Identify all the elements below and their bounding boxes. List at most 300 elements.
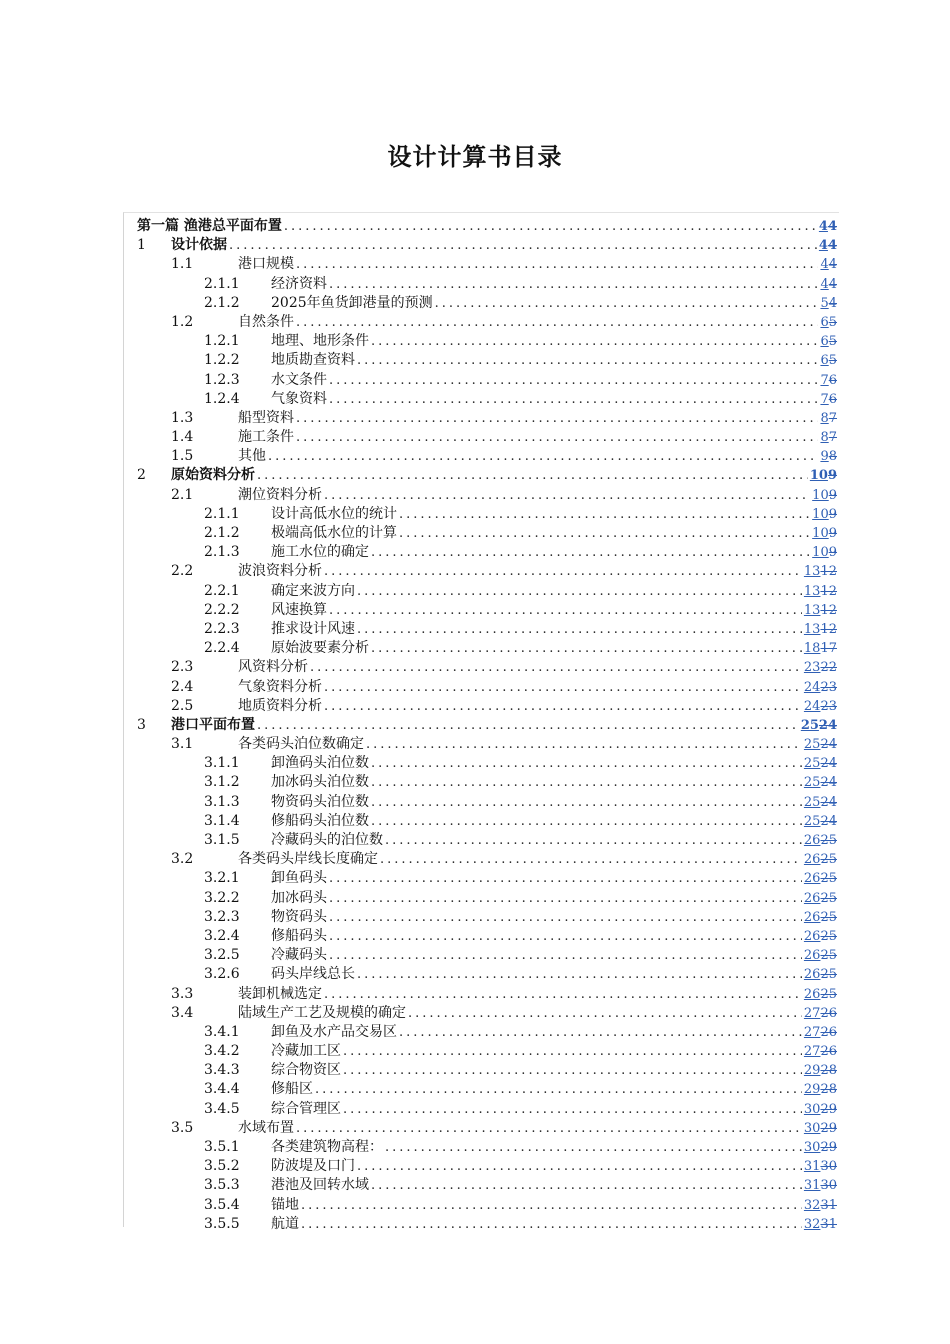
toc-entry[interactable] [137,908,837,927]
page-number-deleted: 5 [828,334,837,350]
page-number-deleted: 4 [827,238,837,254]
toc-entry-number: 3.2.2 [204,889,240,906]
toc-entry-label[interactable]: 卸鱼码头 [271,870,327,887]
toc-entry-number: 3.5.4 [204,1196,240,1213]
toc-entry-label[interactable]: 自然条件 [238,313,294,330]
page-number-inserted[interactable]: 25 [803,813,821,829]
page-number-inserted[interactable]: 8 [820,410,829,426]
page-number-inserted[interactable]: 13 [803,564,821,580]
toc-leader-dots [324,562,802,581]
toc-page-number[interactable] [804,812,837,831]
toc-entry-number: 2.2.4 [204,640,240,657]
toc-entry[interactable] [137,697,837,716]
toc-leader-dots [257,466,808,485]
toc-leader-dots [371,754,802,773]
toc-entry-number: 3.1.3 [204,793,240,810]
toc-entry-label[interactable]: 设计高低水位的统计 [271,505,397,522]
page-number-inserted[interactable]: 4 [818,238,828,254]
toc-entry[interactable] [137,1157,837,1176]
toc-entry-label[interactable]: 地理、地形条件 [271,333,369,350]
toc-leader-dots [371,812,802,831]
page-number-inserted[interactable]: 4 [820,257,829,273]
toc-page-number[interactable] [820,332,837,351]
toc-leader-dots [371,639,802,658]
page-number-deleted: 25 [820,871,837,887]
toc-page-number[interactable] [804,1215,837,1234]
page-number-inserted[interactable]: 26 [803,833,821,848]
toc-page-number[interactable] [820,409,837,428]
page-number-inserted[interactable]: 29 [803,1082,821,1098]
toc-leader-dots [329,371,818,390]
toc-entry[interactable] [137,428,837,447]
toc-entry[interactable] [137,313,837,332]
toc-entry-label[interactable]: 第一篇 渔港总平面布置 [137,218,282,234]
page-number-inserted[interactable]: 26 [803,986,821,1002]
page-number-inserted[interactable]: 23 [803,660,821,676]
toc-leader-dots [366,735,802,754]
page-number-deleted: 26 [820,1024,837,1040]
toc-entry-label[interactable]: 原始资料分析 [171,467,255,484]
page-number-deleted: 23 [820,698,837,714]
toc-page-number[interactable] [804,1042,837,1061]
page-number-deleted: 26 [820,1005,837,1021]
page-number-deleted: 7 [828,410,837,426]
toc-leader-dots [357,1157,802,1176]
page-number-inserted[interactable]: 26 [803,948,821,964]
page-number-inserted[interactable]: 30 [803,1120,821,1136]
page-number-inserted[interactable]: 13 [803,583,821,599]
toc-entry-number: 1.3 [171,409,194,426]
toc-leader-dots [357,351,818,370]
toc-entry-label[interactable]: 冷藏码头的泊位数 [271,832,383,848]
toc-entry-label[interactable]: 物资码头 [271,908,327,925]
toc-entry-number: 3.2.5 [204,947,240,964]
toc-entry-label[interactable]: 航道 [271,1215,299,1232]
page-number-inserted[interactable]: 24 [803,698,821,714]
toc-entry-label[interactable]: 冷藏加工区 [271,1043,341,1060]
toc-leader-dots [408,1004,802,1023]
page-number-inserted[interactable]: 24 [803,679,821,695]
toc-entry-label[interactable]: 物资码头泊位数 [271,793,369,810]
toc-entry[interactable] [137,658,837,677]
toc-entry[interactable] [137,217,837,236]
page-number-deleted: 12 [820,602,837,618]
page-number-inserted[interactable]: 27 [803,1024,821,1040]
page-number-inserted[interactable]: 27 [803,1005,821,1021]
toc-entry-label[interactable]: 加冰码头 [271,889,327,906]
toc-entry[interactable] [137,371,837,390]
toc-page-number[interactable] [820,371,837,390]
toc-page-number[interactable] [812,505,837,524]
toc-entry[interactable] [137,601,837,620]
toc-page-number[interactable] [804,1061,837,1080]
toc-entry-number: 1.2.2 [204,352,240,369]
toc-entry[interactable] [137,294,837,313]
page-number-inserted[interactable]: 30 [803,1140,821,1155]
page-number-inserted[interactable]: 25 [803,794,821,810]
toc-page-number[interactable] [804,562,837,581]
toc-entry[interactable] [137,678,837,697]
page-number-deleted: 9 [828,487,837,503]
toc-entry-number: 2.1.2 [204,525,240,541]
toc-entry[interactable] [137,1215,837,1234]
toc-page-number[interactable] [819,217,837,236]
toc-entry-label[interactable]: 水文条件 [271,371,327,388]
page-number-inserted[interactable]: 32 [803,1216,821,1232]
page-number-deleted: 25 [820,967,837,983]
toc-leader-dots [329,275,818,294]
page-number-inserted[interactable]: 31 [803,1178,821,1194]
toc-entry-label[interactable]: 经济资料 [271,275,327,292]
toc-entry-number: 1.5 [171,448,194,465]
page-number-deleted: 28 [820,1082,837,1098]
page-number-inserted[interactable]: 25 [803,775,821,791]
toc-page-number[interactable] [804,1023,837,1042]
toc-page-number[interactable] [804,678,837,697]
toc-entry[interactable] [137,735,837,754]
toc-page-number[interactable] [804,908,837,927]
page-number-inserted[interactable]: 6 [820,334,829,350]
toc-page-number[interactable] [804,1138,837,1157]
toc-entry[interactable] [137,1023,837,1042]
toc-page-number[interactable] [810,466,837,485]
page-number-deleted: 4 [828,257,837,273]
page-number-inserted[interactable]: 32 [803,1197,821,1213]
toc-entry-number: 3.1.5 [204,832,240,848]
toc-entry[interactable] [137,773,837,792]
toc-entry-label[interactable]: 加冰码头泊位数 [271,774,369,791]
toc-entry-number: 3.2.4 [204,927,240,944]
page-number-inserted[interactable]: 10 [812,487,829,503]
page-number-deleted: 12 [820,564,837,580]
toc-entry-label[interactable]: 修船码头泊位数 [271,812,369,829]
toc-page-number[interactable] [804,793,837,812]
page-number-inserted[interactable]: 10 [812,526,829,541]
toc-page-number[interactable] [804,582,837,601]
page-number-inserted[interactable]: 25 [803,737,821,753]
toc-entry-label[interactable]: 修船区 [271,1081,313,1098]
page-number-inserted[interactable]: 13 [803,621,821,637]
toc-entry-label[interactable]: 其他 [238,448,266,465]
toc-entry-label[interactable]: 各类建筑物高程： [271,1139,383,1155]
toc-page-number[interactable] [804,831,837,850]
toc-entry-label[interactable]: 风资料分析 [238,659,308,676]
page-number-inserted[interactable]: 6 [820,353,829,369]
toc-entry-label[interactable]: 原始波要素分析 [271,640,369,657]
page-number-deleted: 5 [828,314,837,330]
page-number-inserted[interactable]: 31 [803,1159,821,1175]
toc-entry[interactable] [137,524,837,543]
page-number-inserted[interactable]: 13 [803,602,821,618]
toc-entry-label[interactable]: 潮位资料分析 [238,486,322,503]
toc-entry-label[interactable]: 风速换算 [271,601,327,618]
toc-leader-dots [296,255,818,274]
toc-entry-number: 3.1.1 [204,755,240,772]
page-number-deleted: 29 [820,1140,837,1155]
page-number-deleted: 26 [820,1044,837,1060]
toc-entry-label[interactable]: 卸鱼及水产品交易区 [271,1023,397,1040]
toc-page-number[interactable] [804,735,837,754]
toc-page-number[interactable] [804,773,837,792]
page-number-deleted: 4 [827,219,837,234]
toc-entry[interactable] [137,1042,837,1061]
toc-entry[interactable] [137,275,837,294]
toc-entry[interactable] [137,543,837,562]
page-number-deleted: 29 [820,1101,837,1117]
toc-leader-dots [399,524,810,543]
toc-entry[interactable] [137,1061,837,1080]
toc-leader-dots [371,543,810,562]
toc-entry-label[interactable]: 施工条件 [238,429,294,446]
page-number-inserted[interactable]: 26 [803,890,821,906]
toc-entry-number: 3.4.4 [204,1081,240,1098]
toc-entry-label[interactable]: 水域布置 [238,1119,294,1136]
toc-entry[interactable] [137,1138,837,1157]
toc-page-number[interactable] [820,275,837,294]
toc-entry[interactable] [137,1119,837,1138]
page-number-deleted: 25 [820,928,837,944]
page-number-inserted[interactable]: 25 [803,756,821,772]
toc-entry[interactable] [137,869,837,888]
toc-page-number[interactable] [804,658,837,677]
toc-entry-label[interactable]: 港口平面布置 [171,716,255,733]
page-number-inserted[interactable]: 26 [803,852,821,868]
toc-page-number[interactable] [804,1157,837,1176]
toc-leader-dots [324,697,802,716]
toc-leader-dots [435,294,819,313]
toc-entry-number: 3.4.1 [204,1023,240,1040]
toc-entry-label[interactable]: 锚地 [271,1196,299,1213]
toc-entry-label[interactable]: 推求设计风速 [271,620,355,637]
page-number-deleted: 25 [820,986,837,1002]
toc-page-number[interactable] [804,1004,837,1023]
toc-page-number[interactable] [804,1100,837,1119]
toc-entry[interactable] [137,1176,837,1195]
toc-entry[interactable] [137,927,837,946]
toc-entry-label[interactable]: 各类码头泊位数确定 [238,736,364,753]
toc-page-number[interactable] [804,1119,837,1138]
toc-entry-label[interactable]: 施工水位的确定 [271,544,369,561]
toc-entry[interactable] [137,946,837,965]
page-number-inserted[interactable]: 18 [803,641,821,657]
toc-page-number[interactable] [804,927,837,946]
toc-page-number[interactable] [804,1080,837,1099]
page-number-inserted[interactable]: 26 [803,871,821,887]
page-number-deleted: 25 [820,890,837,906]
toc-leader-dots [357,582,802,601]
toc-leader-dots [343,1042,802,1061]
toc-entry[interactable] [137,1196,837,1215]
toc-entry-label[interactable]: 冷藏码头 [271,947,327,964]
toc-page-number[interactable] [812,524,837,543]
toc-entry-label[interactable]: 地质资料分析 [238,697,322,714]
toc-entry-label[interactable]: 船型资料 [238,409,294,426]
toc-entry[interactable] [137,889,837,908]
page-number-inserted[interactable]: 30 [803,1101,821,1117]
page-number-inserted[interactable]: 6 [820,314,829,330]
toc-entry[interactable] [137,1004,837,1023]
toc-page-number[interactable] [819,236,837,255]
toc-leader-dots [329,390,818,409]
page-number-deleted: 28 [820,1063,837,1079]
toc-entry[interactable] [137,985,837,1004]
toc-page-number[interactable] [820,351,837,370]
page-number-deleted: 24 [820,737,837,753]
toc-entry[interactable] [137,716,837,735]
toc-entry-label[interactable]: 2025年鱼货卸港量的预测 [271,294,433,311]
toc-leader-dots [329,927,802,946]
toc-entry[interactable] [137,562,837,581]
toc-page-number[interactable] [820,447,837,466]
toc-page-number[interactable] [804,697,837,716]
toc-leader-dots [371,1176,802,1195]
toc-entry[interactable] [137,965,837,984]
toc-entry-number: 2.1 [171,486,194,503]
toc-leader-dots [371,332,818,351]
toc-entry[interactable] [137,505,837,524]
toc-entry[interactable] [137,812,837,831]
toc-page-number[interactable] [812,543,837,562]
toc-entry[interactable] [137,390,837,409]
toc-entry[interactable] [137,255,837,274]
toc-entry-label[interactable]: 装卸机械选定 [238,985,322,1002]
page-number-inserted[interactable]: 7 [820,391,829,407]
toc-entry[interactable] [137,620,837,639]
page-number-inserted[interactable]: 7 [820,372,829,388]
page-number-inserted[interactable]: 29 [803,1063,821,1079]
toc-entry[interactable] [137,1100,837,1119]
toc-entry-number: 1 [137,237,146,254]
toc-entry-label[interactable]: 设计依据 [171,237,227,254]
toc-entry[interactable] [137,754,837,773]
toc-entry[interactable] [137,831,837,850]
page-number-inserted[interactable]: 4 [820,276,829,292]
toc-page-number[interactable] [804,620,837,639]
toc-page-number[interactable] [804,985,837,1004]
page-number-deleted: 24 [820,775,837,791]
toc-entry[interactable] [137,1080,837,1099]
toc-entry-label[interactable]: 港池及回转水域 [271,1177,369,1194]
toc-page-number[interactable] [804,1196,837,1215]
toc-page-number[interactable] [820,255,837,274]
toc-entry-number: 3 [137,716,146,733]
page-number-inserted[interactable]: 8 [820,430,829,446]
toc-entry[interactable] [137,447,837,466]
toc-entry[interactable] [137,466,837,485]
toc-leader-dots [371,793,802,812]
toc-page-number[interactable] [804,946,837,965]
toc-entry-number: 1.4 [171,429,194,446]
toc-entry-number: 3.2.3 [204,908,240,925]
page-number-deleted: 23 [820,679,837,695]
toc-entry-label[interactable]: 极端高低水位的计算 [271,525,397,541]
toc-entry[interactable] [137,332,837,351]
page-number-inserted[interactable]: 26 [803,909,821,925]
page-number-inserted[interactable]: 27 [803,1044,821,1060]
toc-entry-label[interactable]: 确定来波方向 [271,582,355,599]
toc-entry-label[interactable]: 防波堤及口门 [271,1158,355,1175]
toc-entry-number: 2.4 [171,678,194,695]
toc-leader-dots [324,486,810,505]
toc-page-number[interactable] [804,869,837,888]
toc-page-number[interactable] [812,486,837,505]
page-number-inserted[interactable]: 26 [803,928,821,944]
toc-leader-dots [296,409,818,428]
toc-page-number[interactable] [804,754,837,773]
toc-page-number[interactable] [804,850,837,869]
toc-page-number[interactable] [820,390,837,409]
toc-entry-label[interactable]: 波浪资料分析 [238,563,322,580]
toc-entry-label[interactable]: 气象资料 [271,390,327,407]
toc-page-number[interactable] [820,428,837,447]
page-number-inserted[interactable]: 4 [818,219,828,234]
toc-entry[interactable] [137,793,837,812]
page-number-inserted[interactable]: 10 [812,545,829,561]
toc-entry-label[interactable]: 地质勘查资料 [271,352,355,369]
toc-leader-dots [268,447,818,466]
toc-entry[interactable] [137,409,837,428]
toc-page-number[interactable] [804,639,837,658]
toc-entry-number: 3.4.5 [204,1100,240,1117]
toc-entry-number: 1.2.4 [204,390,240,407]
toc-entry-label[interactable]: 码头岸线总长 [271,966,355,983]
page-number-deleted: 7 [828,430,837,446]
toc-leader-dots [310,658,802,677]
toc-entry-label[interactable]: 卸渔码头泊位数 [271,755,369,772]
toc-page-number[interactable] [820,294,837,313]
page-number-inserted[interactable]: 25 [800,717,819,733]
toc-entry-number: 2.2.3 [204,620,240,637]
page-number-deleted: 30 [820,1159,837,1175]
toc-entry[interactable] [137,850,837,869]
toc-entry-label[interactable]: 各类码头岸线长度确定 [238,851,378,868]
page-number-inserted[interactable]: 26 [803,967,821,983]
toc-page-number[interactable] [804,601,837,620]
toc-entry-label[interactable]: 港口规模 [238,256,294,273]
toc-entry-number: 3.4 [171,1004,194,1021]
toc-leader-dots [399,505,810,524]
page-number-deleted: 25 [820,909,837,925]
toc-entry-number: 2.1.1 [204,275,240,292]
page-number-deleted: 25 [820,852,837,868]
page-number-deleted: 9 [828,545,837,561]
toc-page-number[interactable] [804,889,837,908]
page-number-deleted: 24 [820,756,837,772]
toc-entry-number: 2.1.1 [204,505,240,522]
toc-entry-label[interactable]: 综合管理区 [271,1100,341,1117]
toc-entry[interactable] [137,486,837,505]
toc-page-number[interactable] [804,965,837,984]
page-number-deleted: 24 [820,813,837,829]
toc-entry-label[interactable]: 陆域生产工艺及规模的确定 [238,1004,406,1021]
toc-page-number[interactable] [804,1176,837,1195]
toc-page-number[interactable] [801,716,837,735]
page-number-deleted: 5 [828,353,837,369]
toc-entry[interactable] [137,351,837,370]
toc-entry-label[interactable]: 综合物资区 [271,1062,341,1079]
toc-entry-label[interactable]: 气象资料分析 [238,678,322,695]
toc-entry[interactable] [137,236,837,255]
toc-entry[interactable] [137,582,837,601]
page-number-inserted[interactable]: 5 [820,295,829,311]
toc-page-number[interactable] [820,313,837,332]
toc-entry-label[interactable]: 修船码头 [271,927,327,944]
page-number-inserted[interactable]: 9 [820,449,829,465]
page-number-inserted[interactable]: 10 [812,506,829,522]
page-number-deleted: 25 [820,833,837,848]
toc-entry[interactable] [137,639,837,658]
page-number-inserted[interactable]: 10 [809,468,828,484]
